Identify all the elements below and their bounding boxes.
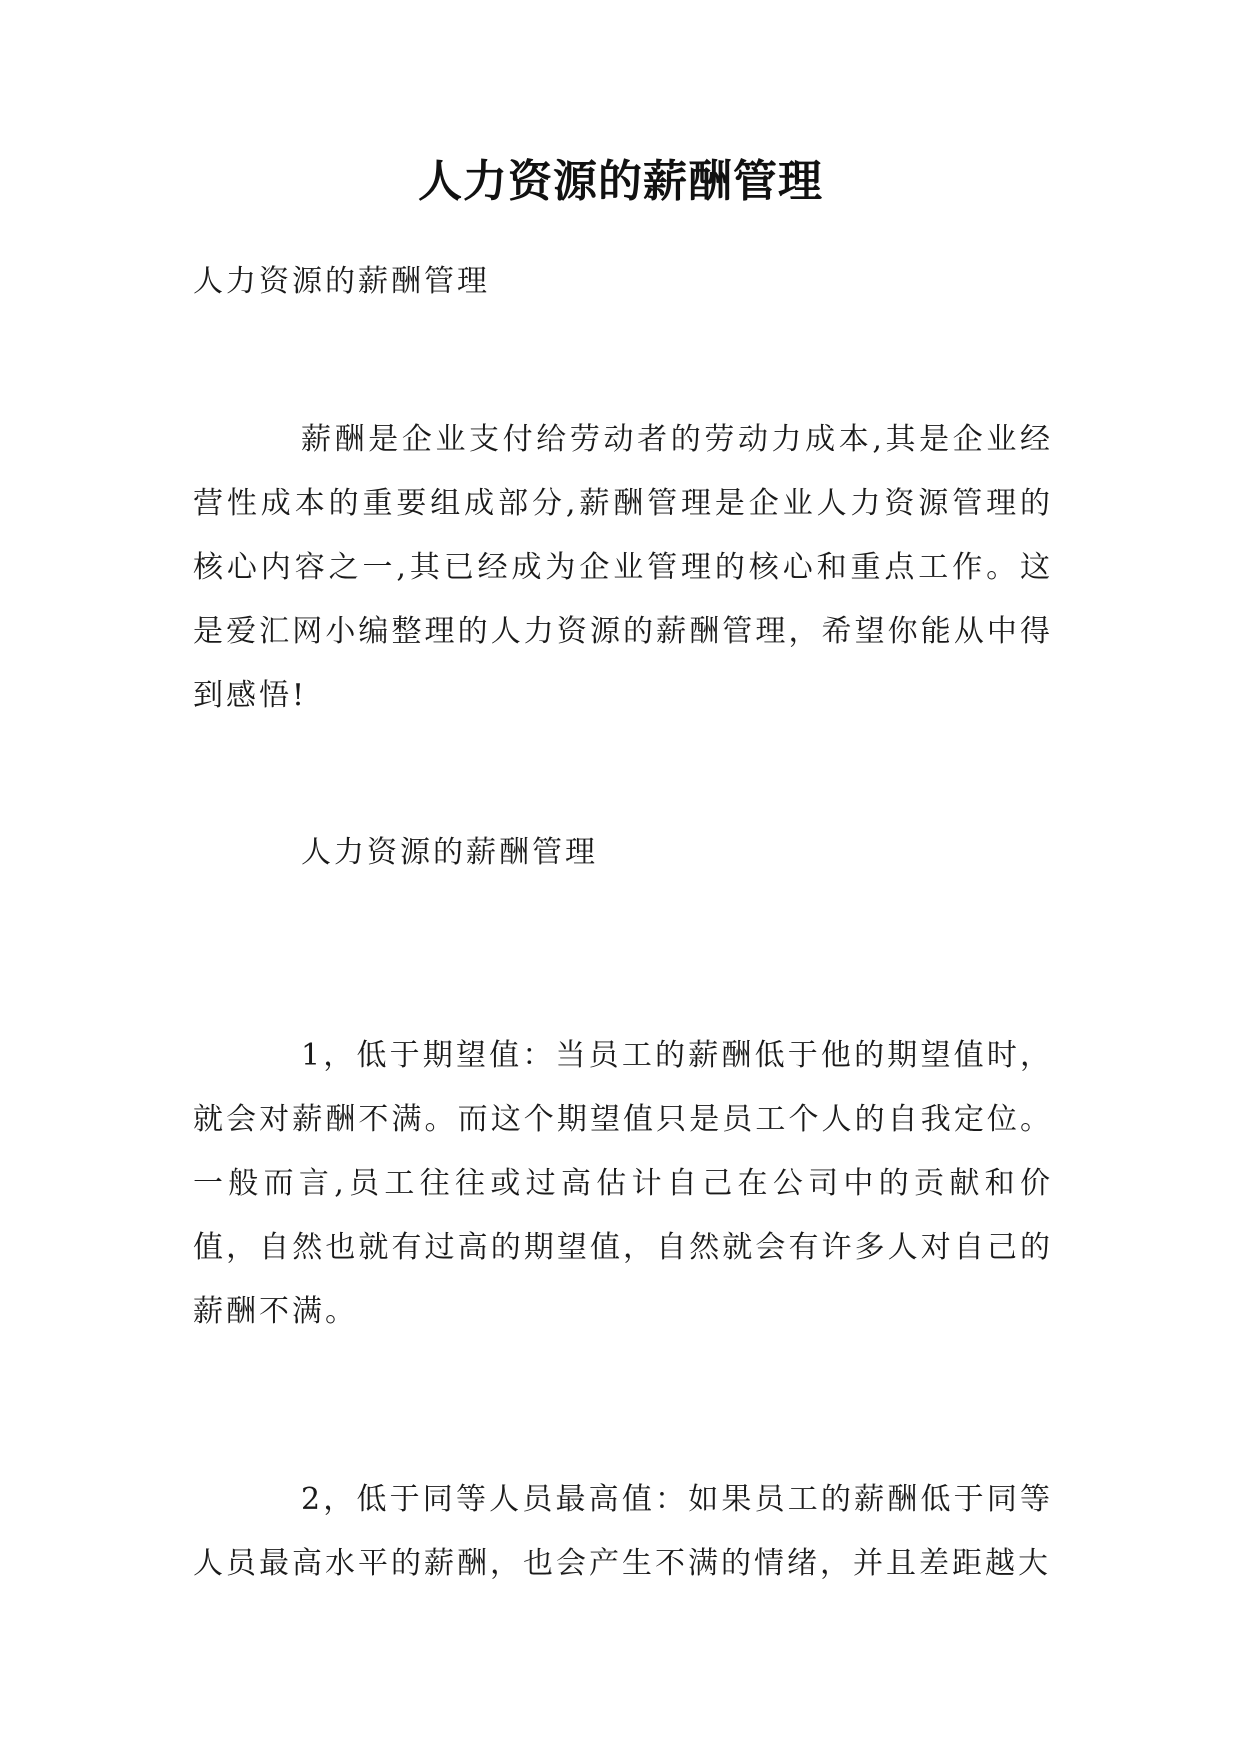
section-heading: 人力资源的薪酬管理 [301,835,598,870]
document-title: 人力资源的薪酬管理 [418,156,823,207]
intro-paragraph: 薪酬是企业支付给劳动者的劳动力成本,其是企业经营性成本的重要组成部分,薪酬管理是企业人力资源管理的核心内容之一,其已经成为企业管理的核心和重点工作。这是爱汇网小编整理的人力资源的薪酬管理，希望你能从中得到感悟! [193,422,1053,713]
point-paragraph-2: 2，低于同等人员最高值：如果员工的薪酬低于同等人员最高水平的薪酬，也会产生不满的情绪，并且差距越大 [193,1482,1053,1581]
document-subtitle: 人力资源的薪酬管理 [193,264,490,299]
point-paragraph-1: 1，低于期望值：当员工的薪酬低于他的期望值时，就会对薪酬不满。而这个期望值只是员工个人的自我定位。一般而言,员工往往或过高估计自己在公司中的贡献和价值，自然也就有过高的期望值，自然就会有许多人对自己的薪酬不满。 [193,1038,1053,1329]
